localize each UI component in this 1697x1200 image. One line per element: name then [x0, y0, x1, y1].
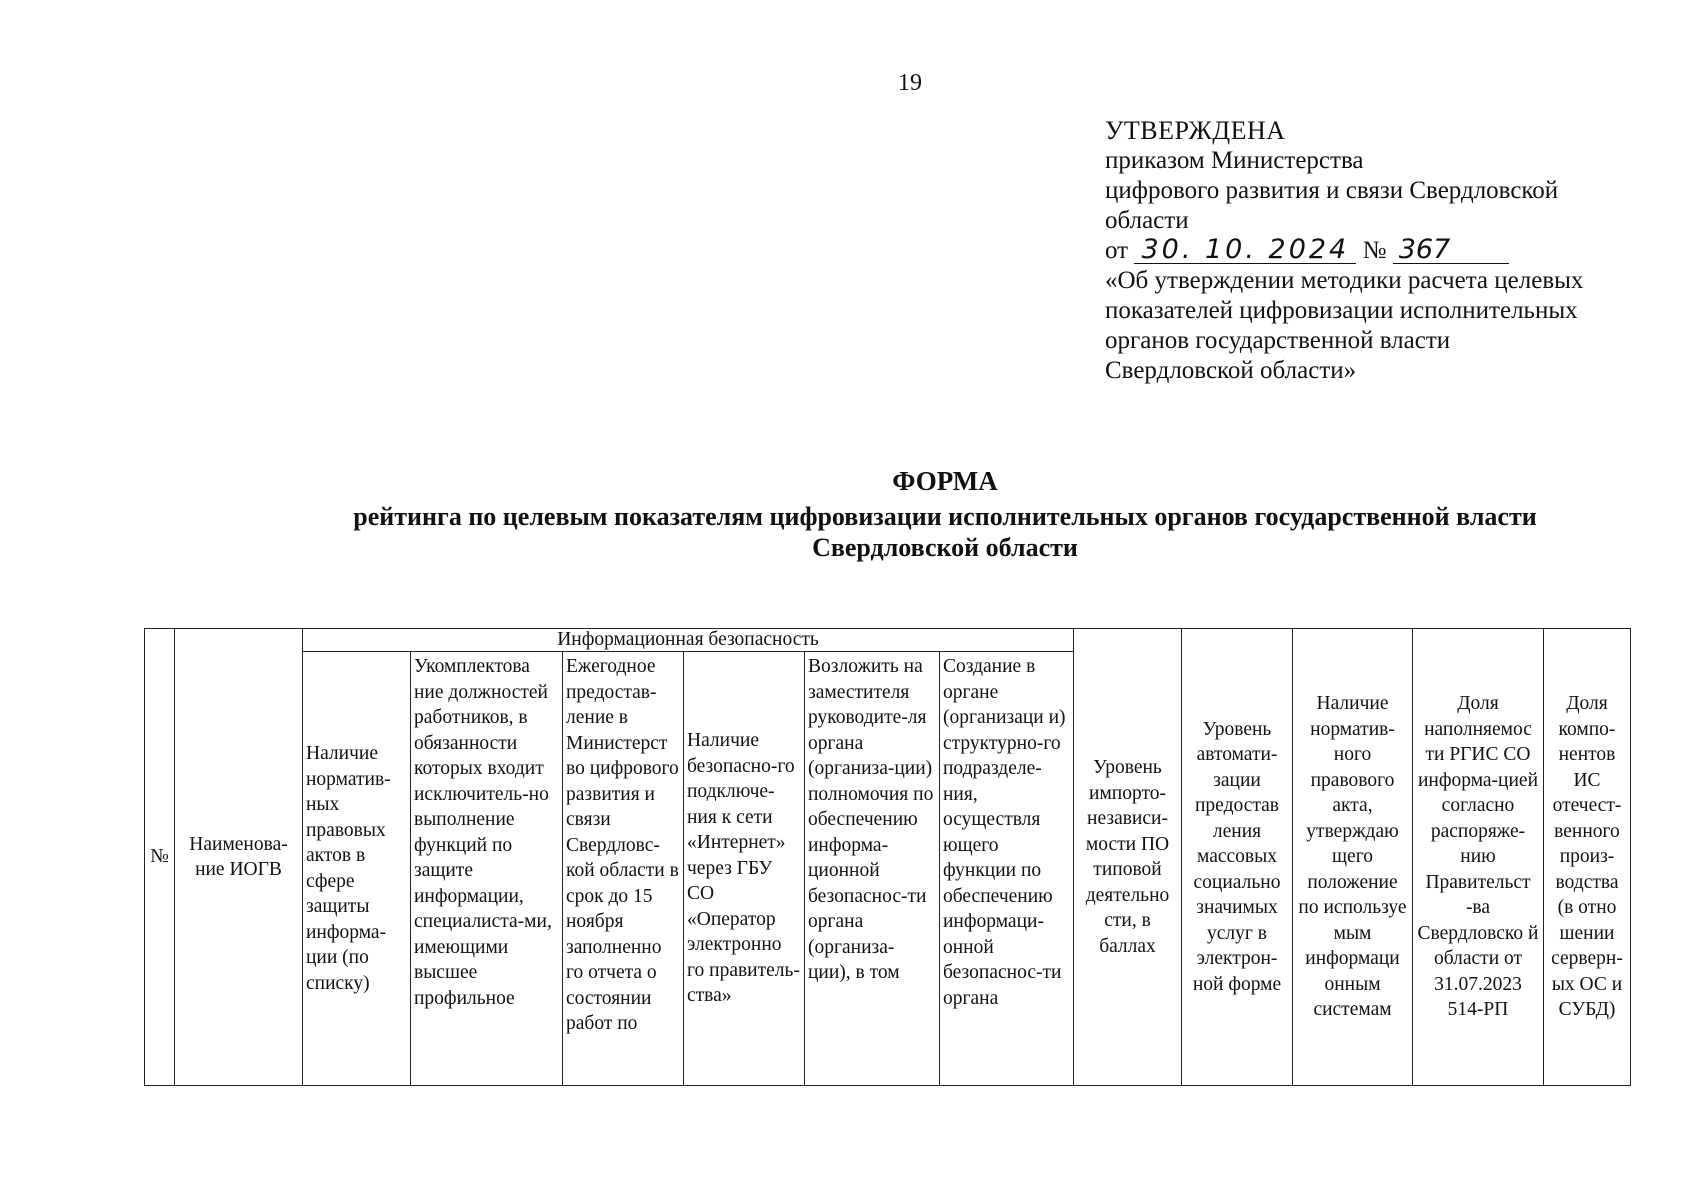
column-header-security-staffing: Укомплектова ние должностей работников, в обязанности которых входит исключитель-но выполнение функций по защите информации, специалиста-ми, имеющими высшее профильное: [411, 652, 563, 1086]
column-header-deputy-responsibility: Возложить на заместителя руководите-ля органа (организа-ции) полномочия по обеспечению информа-ционной безопаснос-ти органа (организа-ции), в том: [805, 652, 940, 1086]
column-header-secure-internet: Наличие безопасно-го подключе-ния к сети «Интернет» через ГБУ СО «Оператор электронно го правитель-ства»: [684, 652, 805, 1086]
page-number: 19: [898, 70, 922, 96]
approval-stamp-block: [1105, 116, 1665, 386]
column-header-iogv-name: Наименова-ние ИОГВ: [175, 629, 303, 1086]
column-header-security-unit: Создание в органе (организаци и) структурно-го подразделе-ния, осуществля ющего функции по обеспечению информаци-онной безопаснос-ти органа: [940, 652, 1074, 1086]
column-header-software-import-independence: Уровень импорто-независи-мости ПО типовой деятельно сти, в баллах: [1074, 629, 1182, 1086]
column-header-security-regulations: Наличие норматив-ных правовых актов в сфере защиты информа-ции (по списку): [303, 652, 411, 1086]
form-subtitle-line: Свердловской области: [812, 533, 1078, 562]
approval-line: приказом Министерства: [1105, 147, 1364, 174]
approval-date-number-line: [1105, 236, 1665, 266]
column-header-is-regulation: Наличие норматив-ного правового акта, утверждаю щего положение по используе мым информаци онным системам: [1293, 629, 1413, 1086]
column-header-number: №: [145, 629, 175, 1086]
column-group-information-security: Информационная безопасность: [303, 629, 1074, 652]
approval-subject-line: органов государственной власти: [1105, 327, 1451, 354]
approval-line: цифрового развития и связи Свердловской: [1105, 177, 1559, 204]
form-title: ФОРМА: [892, 466, 998, 496]
handwritten-date: 30. 10. 2024: [1134, 237, 1356, 264]
date-prefix: от: [1105, 237, 1129, 264]
rating-form-table: [144, 628, 1631, 1086]
approval-subject-line: показателей цифровизации исполнительных: [1105, 297, 1578, 324]
form-heading: [230, 466, 1660, 563]
form-subtitle-line: рейтинга по целевым показателям цифровизации исполнительных органов государственной власти: [353, 502, 1537, 531]
column-header-rgis-fill-share: Доля наполняемос ти РГИС СО информа-цией согласно распоряже-нию Правительст -ва Свердловско й области от 31.07.2023 514-РП: [1413, 629, 1544, 1086]
approval-title: УТВЕРЖДЕНА: [1105, 116, 1286, 145]
table-header-row: [145, 629, 1631, 652]
approval-subject-line: «Об утверждении методики расчета целевых: [1105, 267, 1584, 294]
column-header-domestic-components-share: Доля компо-нентов ИС отечест-венного произ-водства (в отно шении серверн-ых ОС и СУБД): [1544, 629, 1631, 1086]
approval-line: области: [1105, 207, 1189, 234]
column-header-service-automation: Уровень автомати-зации предостав ления массовых социально значимых услуг в электрон-ной форме: [1182, 629, 1293, 1086]
handwritten-order-number: 367: [1393, 237, 1509, 264]
number-prefix: №: [1362, 237, 1387, 264]
approval-subject-line: Свердловской области»: [1105, 357, 1357, 384]
column-header-annual-report: Ежегодное предостав-ление в Министерст во цифрового развития и связи Свердловс-кой области в срок до 15 ноября заполненно го отчета о состоянии работ по: [563, 652, 684, 1086]
